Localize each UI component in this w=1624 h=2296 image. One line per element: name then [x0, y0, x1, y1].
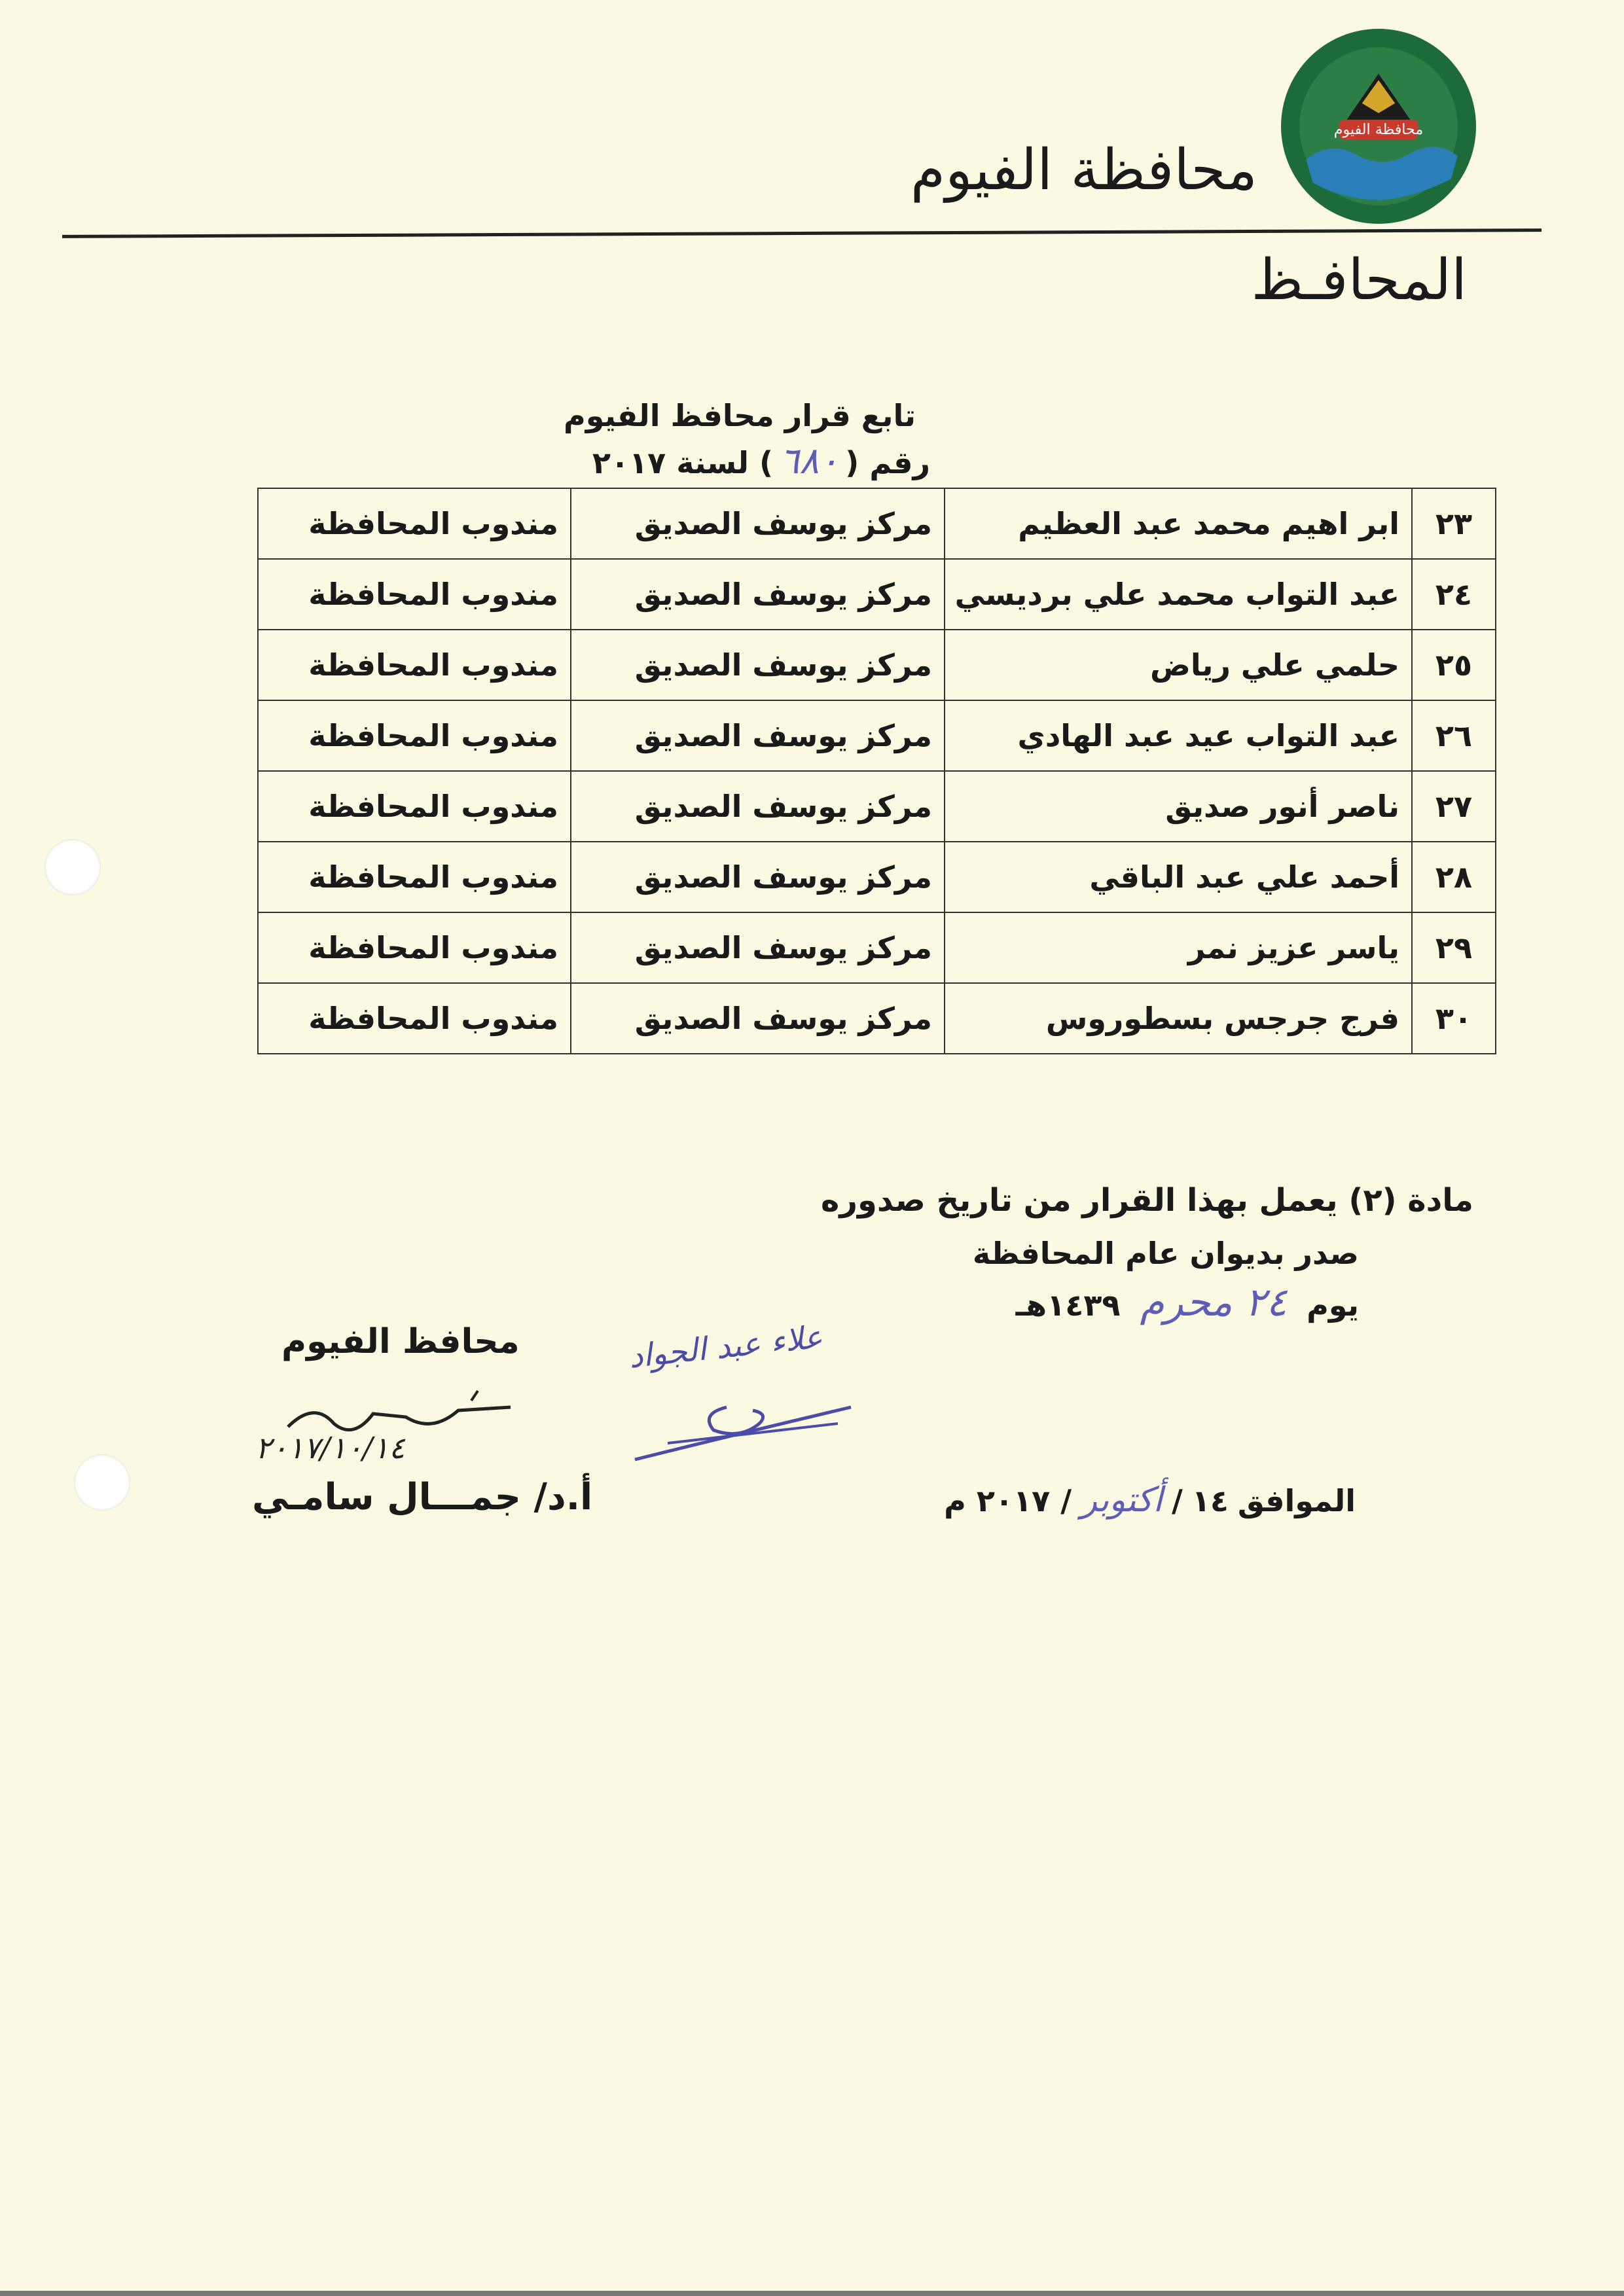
member-role: مندوب المحافظة — [258, 771, 571, 842]
row-number: ٢٨ — [1412, 842, 1496, 912]
issued-text: صدر بديوان عام المحافظة — [972, 1236, 1359, 1271]
hijri-day-handwritten: ٢٤ محرم — [1140, 1280, 1288, 1325]
signatory-title: محافظ الفيوم — [281, 1322, 520, 1361]
header-divider — [62, 228, 1542, 238]
member-role: مندوب المحافظة — [258, 630, 571, 700]
row-number: ٣٠ — [1412, 983, 1496, 1054]
agree-label: الموافق — [1237, 1483, 1356, 1518]
decree-number: ٦٨٠ — [780, 440, 839, 482]
decree-number-label: رقم ( — [845, 445, 930, 480]
table-row — [258, 630, 1496, 700]
signature-date-handwritten: ٢٠١٧/١٠/١٤ — [255, 1430, 405, 1465]
decree-year: ) لسنة ٢٠١٧ — [592, 445, 774, 480]
member-role: مندوب المحافظة — [258, 842, 571, 912]
logo-text: محافظة الفيوم — [1333, 121, 1424, 139]
member-center: مركز يوسف الصديق — [571, 559, 945, 630]
row-number: ٢٦ — [1412, 700, 1496, 771]
scan-edge — [0, 2291, 1624, 2296]
row-number: ٢٥ — [1412, 630, 1496, 700]
row-number: ٢٤ — [1412, 559, 1496, 630]
punch-hole-upper — [45, 839, 101, 895]
member-center: مركز يوسف الصديق — [571, 700, 945, 771]
governorate-logo — [1280, 27, 1477, 225]
table-row — [258, 912, 1496, 983]
row-number: ٢٩ — [1412, 912, 1496, 983]
member-name: ناصر أنور صديق — [945, 771, 1412, 842]
office-title: المحافـظ — [1251, 247, 1467, 313]
gregorian-date-line — [944, 1480, 1356, 1520]
member-name: ابر اهيم محمد عبد العظيم — [945, 488, 1412, 559]
member-center: مركز يوسف الصديق — [571, 630, 945, 700]
governorate-name: محافظة الفيوم — [910, 137, 1257, 203]
member-name: عبد التواب محمد علي برديسي — [945, 559, 1412, 630]
counter-signature-scribble — [628, 1316, 864, 1473]
row-number: ٢٧ — [1412, 771, 1496, 842]
agree-day: ١٤ — [1191, 1483, 1229, 1518]
hijri-date-line — [1016, 1280, 1359, 1325]
member-role: مندوب المحافظة — [258, 488, 571, 559]
table-row — [258, 488, 1496, 559]
punch-hole-lower — [74, 1454, 130, 1511]
decree-title: تابع قرار محافظ الفيوم — [563, 398, 916, 433]
member-name: ياسر عزيز نمر — [945, 912, 1412, 983]
table-row — [258, 700, 1496, 771]
row-number: ٢٣ — [1412, 488, 1496, 559]
member-center: مركز يوسف الصديق — [571, 912, 945, 983]
table-row — [258, 771, 1496, 842]
member-role: مندوب المحافظة — [258, 559, 571, 630]
article-text: مادة (٢) يعمل بهذا القرار من تاريخ صدوره — [821, 1182, 1473, 1219]
member-name: عبد التواب عيد عبد الهادي — [945, 700, 1412, 771]
date-slash: / — [1171, 1483, 1183, 1518]
member-center: مركز يوسف الصديق — [571, 488, 945, 559]
member-role: مندوب المحافظة — [258, 700, 571, 771]
hijri-year: ١٤٣٩هـ — [1015, 1287, 1121, 1323]
counter-signature: علاء عبد الجواد — [626, 1318, 825, 1376]
agree-year: / ٢٠١٧ م — [944, 1483, 1072, 1518]
member-name: فرج جرجس بسطوروس — [945, 983, 1412, 1054]
table-row — [258, 559, 1496, 630]
member-role: مندوب المحافظة — [258, 983, 571, 1054]
member-role: مندوب المحافظة — [258, 912, 571, 983]
member-center: مركز يوسف الصديق — [571, 842, 945, 912]
table-row — [258, 842, 1496, 912]
signatory-name: أ.د/ جمـــال سامـي — [252, 1476, 593, 1518]
member-center: مركز يوسف الصديق — [571, 771, 945, 842]
member-center: مركز يوسف الصديق — [571, 983, 945, 1054]
day-label: يوم — [1307, 1287, 1359, 1323]
member-name: أحمد علي عبد الباقي — [945, 842, 1412, 912]
decree-number-line — [592, 440, 930, 482]
members-table — [257, 488, 1496, 1054]
table-row — [258, 983, 1496, 1054]
agree-month-handwritten: أكتوبر — [1081, 1480, 1163, 1520]
member-name: حلمي علي رياض — [945, 630, 1412, 700]
